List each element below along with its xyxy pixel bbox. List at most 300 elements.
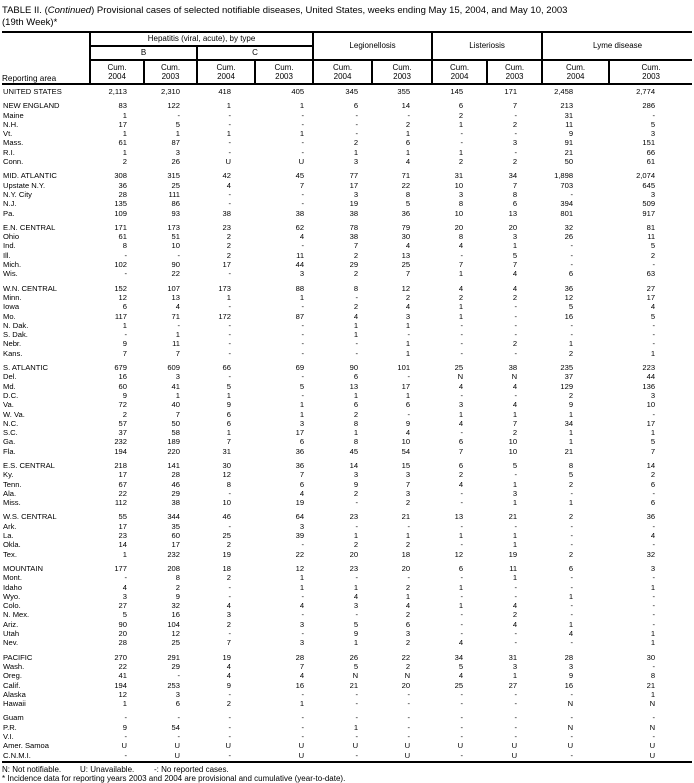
value-cell: 171 [504,87,518,96]
value-cell: 22 [295,549,305,559]
footnote-not-notifiable: N: Not notifiable. [2,764,62,774]
value-cell: - [407,110,411,120]
value-cell: 1 [226,129,231,139]
value-cell: 7 [512,260,518,270]
value-cell: 14 [646,460,656,470]
value-cell: 1 [405,348,411,358]
value-cell: - [460,138,464,148]
table-row [2,209,692,218]
value-cell: 2 [512,119,518,129]
value-cell: 4 [122,582,127,592]
value-cell: 5 [650,437,656,447]
value-cell: 38 [349,232,359,242]
value-cell: 1 [353,330,359,340]
row-area-cell: P.R. [3,722,17,732]
value-cell: - [514,732,518,741]
value-cell: U [225,157,231,167]
value-cell: 31 [508,652,518,662]
value-cell: 1 [299,129,305,139]
value-cell: - [177,110,180,120]
value-cell: 8 [353,283,359,293]
value-cell: 2 [458,157,464,167]
value-cell: 21 [646,680,656,690]
value-cell: 17 [646,418,656,428]
value-cell: 1 [458,582,464,592]
value-cell: - [514,713,518,723]
value-cell: 17 [171,540,180,550]
value-cell: 5 [568,302,574,312]
value-cell: 2 [512,610,518,620]
value-cell: 42 [222,171,231,181]
table-row [2,708,692,722]
value-cell: - [514,689,518,699]
value-cell: 6 [568,269,574,279]
value-cell: 2 [226,241,231,251]
value-cell: 30 [646,652,656,662]
value-cell: - [514,521,518,531]
year-label: 2004 [333,72,352,81]
row-area-cell: Ky. [3,470,14,480]
value-cell: 10 [171,241,180,251]
value-cell: 10 [222,498,231,508]
value-cell: 253 [167,680,180,690]
value-cell: 1 [122,320,127,330]
value-cell: 2,310 [160,87,180,96]
value-cell: 194 [114,680,127,690]
value-cell: 4 [568,629,574,639]
row-area-cell: Del. [3,372,17,382]
value-cell: 26 [171,157,180,167]
value-cell: 2 [405,540,411,550]
value-cell: 4 [458,671,464,681]
row-area-cell: V.I. [3,732,14,741]
value-cell: 1 [175,129,180,139]
table-row [2,629,692,638]
value-cell: 3 [299,418,305,428]
title-suffix: ) Provisional cases of selected notifiable diseases, United States, weeks ending May 15, 2004, and May 10, 2003 [91,5,568,16]
table-row [2,428,692,437]
row-area-cell: MOUNTAIN [3,563,43,573]
value-cell: 11 [296,250,305,260]
value-cell: - [514,591,518,601]
value-cell: 2 [353,302,359,312]
row-area-cell: Wyo. [3,591,21,601]
value-cell: 50 [171,418,180,428]
notifiable-diseases-table [2,31,692,763]
value-cell: 31 [454,171,464,181]
value-cell: 1 [405,129,411,139]
value-cell: 45 [295,171,305,181]
value-cell: 3 [175,147,180,157]
value-cell: 3 [405,629,411,639]
value-cell: N [511,372,518,382]
value-cell: 17 [295,428,305,438]
value-cell: 64 [295,512,305,522]
value-cell: 21 [564,446,574,456]
value-cell: - [124,250,127,260]
value-cell: 9 [122,339,127,349]
table-row [2,498,692,507]
title-continued: Continued [47,5,92,16]
value-cell: 9 [405,418,411,428]
value-cell: - [124,573,127,583]
value-cell: 29 [171,488,180,498]
value-cell: 19 [222,549,231,559]
value-cell: - [177,320,180,330]
value-cell: - [301,689,305,699]
value-cell: 79 [401,222,411,232]
value-cell: 37 [118,428,127,438]
value-cell: - [460,629,464,639]
value-cell: - [355,699,359,709]
column-header-cum-8 [487,60,542,84]
value-cell: 7 [299,470,305,480]
row-area-cell: Ala. [3,488,17,498]
row-area-cell: Ark. [3,521,17,531]
value-cell: 88 [295,283,305,293]
value-cell: 3 [650,189,656,199]
table-row [2,232,692,241]
value-cell: U [487,751,542,762]
value-cell: 2 [512,339,518,349]
value-cell: 4 [353,591,359,601]
value-cell: U [255,751,313,762]
value-cell: - [177,671,180,681]
value-cell: 93 [171,208,180,218]
table-row [2,330,692,339]
value-cell: 171 [114,222,127,232]
value-cell: 45 [349,446,359,456]
year-label: 2003 [393,72,411,81]
value-cell: N [567,722,574,732]
value-cell: 4 [458,241,464,251]
value-cell: 4 [226,671,231,681]
value-cell: - [570,260,574,270]
value-cell: 46 [171,479,180,489]
value-cell: 1 [122,147,127,157]
value-cell: - [652,610,656,620]
value-cell: 44 [295,260,305,270]
value-cell: 4 [512,619,518,629]
value-cell: 3 [458,400,464,410]
value-cell: 21 [508,512,518,522]
value-cell: 6 [458,460,464,470]
value-cell: 1 [512,531,518,541]
table-row [2,610,692,619]
value-cell: 1 [650,689,656,699]
value-cell: - [197,751,255,762]
value-cell: 4 [226,180,231,190]
value-cell: 1 [122,699,127,709]
row-area-cell: PACIFIC [3,652,33,662]
value-cell: 22 [171,269,180,279]
value-cell: - [460,699,464,709]
table-row [2,419,692,428]
row-area-cell: Md. [3,381,16,391]
footnote-unavailable: U: Unavailable. [80,764,135,774]
table-row [2,540,692,549]
value-cell: - [228,713,231,723]
value-cell: 5 [353,661,359,671]
legionellosis-header: Legionellosis [313,32,432,60]
value-cell: 12 [171,629,180,639]
value-cell: - [228,302,231,312]
table-row [2,699,692,708]
value-cell: 1 [405,339,411,349]
value-cell: 3 [650,129,656,139]
value-cell: 78 [349,222,359,232]
value-cell: 135 [114,199,127,209]
value-cell: 1 [353,390,359,400]
year-label: 2003 [642,72,660,81]
value-cell: - [407,722,411,732]
row-area-cell: Ohio [3,232,20,242]
value-cell: U [121,741,127,751]
value-cell: 11 [172,339,180,349]
value-cell: 5 [650,241,656,251]
value-cell: 1 [568,619,574,629]
table-row [2,671,692,680]
value-cell: 7 [512,180,518,190]
value-cell: 7 [226,638,231,648]
value-cell: 36 [295,460,305,470]
value-cell: 32 [564,222,574,232]
value-cell: 90 [118,619,127,629]
value-cell: - [570,689,574,699]
value-cell: - [570,189,574,199]
table-row [2,601,692,610]
row-area-cell: Alaska [3,689,26,699]
table-row [2,620,692,629]
value-cell: U [174,741,180,751]
row-area-cell: R.I. [3,147,15,157]
value-cell: - [460,339,464,349]
row-area-cell: NEW ENGLAND [3,101,60,111]
value-cell: - [570,250,574,260]
value-cell: 6 [299,479,305,489]
footnote-incidence: * Incidence data for reporting years 2003 and 2004 are provisional and cumulative (year-to-date). [2,774,346,783]
value-cell: 2 [405,498,411,508]
value-cell: 10 [401,437,411,447]
table-row [2,456,692,470]
value-cell: - [460,619,464,629]
footnotes [2,765,692,783]
value-cell: 141 [167,460,180,470]
value-cell: - [460,348,464,358]
value-cell: 7 [299,180,305,190]
value-cell: 117 [114,311,127,321]
value-cell: - [570,573,574,583]
value-cell: - [460,428,464,438]
value-cell: 13 [401,250,411,260]
table-row [2,507,692,521]
value-cell: 4 [405,428,411,438]
value-cell: - [301,330,305,340]
table-row [2,437,692,446]
value-cell: 4 [299,671,305,681]
value-cell: 61 [118,138,127,148]
value-cell: 6 [405,400,411,410]
value-cell: 1 [458,409,464,419]
value-cell: U [372,751,432,762]
value-cell: 1 [353,638,359,648]
value-cell: - [407,372,411,382]
value-cell: 1 [353,147,359,157]
value-cell: 6 [122,302,127,312]
value-cell: 1 [405,390,411,400]
value-cell: - [460,610,464,620]
value-cell: 7 [458,446,464,456]
table-row [2,166,692,180]
value-cell: 8 [175,573,180,583]
value-cell: 10 [454,208,464,218]
value-cell: 4 [458,638,464,648]
value-cell: 13 [171,292,180,302]
value-cell: 3 [299,521,305,531]
value-cell: 315 [167,171,180,181]
footnote-no-cases: -: No reported cases. [154,764,229,774]
value-cell: 2 [353,540,359,550]
value-cell: 36 [118,180,127,190]
row-area-cell: Tex. [3,549,17,559]
value-cell: 19 [508,549,518,559]
row-area-cell: Fla. [3,446,16,456]
value-cell: 7 [175,409,180,419]
value-cell: 86 [171,199,180,209]
value-cell: 1 [122,129,127,139]
value-cell: 61 [646,157,656,167]
value-cell: 6 [175,699,180,709]
value-cell: 1 [458,531,464,541]
value-cell: 8 [512,189,518,199]
value-cell: 67 [118,479,127,489]
value-cell: - [407,521,411,531]
value-cell: 4 [650,531,656,541]
value-cell: 17 [646,292,656,302]
value-cell: 2 [458,110,464,120]
value-cell: 6 [405,138,411,148]
value-cell: 4 [458,418,464,428]
value-cell: - [460,330,464,340]
value-cell: 3 [512,232,518,242]
value-cell: - [652,339,656,349]
year-label: 2004 [217,72,235,81]
table-row [2,251,692,260]
value-cell: 6 [299,437,305,447]
table-row [2,241,692,250]
value-cell: - [301,241,305,251]
value-cell: 405 [291,87,305,96]
value-cell: 12 [564,292,574,302]
value-cell: - [228,339,231,349]
value-cell: 25 [454,363,464,373]
value-cell: 27 [118,601,127,611]
cum-label: Cum. [160,62,181,72]
value-cell: - [514,311,518,321]
value-cell: 17 [118,470,127,480]
value-cell: - [460,129,464,139]
value-cell: - [570,713,574,723]
value-cell: 16 [171,610,180,620]
row-area-cell: Mont. [3,573,22,583]
value-cell: 1 [299,582,305,592]
row-area-cell: Calif. [3,680,21,690]
table-row [2,372,692,381]
value-cell: 28 [118,189,127,199]
value-cell: 2 [353,269,359,279]
value-cell: 23 [349,563,359,573]
row-area-cell: Kans. [3,348,23,358]
cum-label: Cum. [566,62,586,72]
value-cell: 6 [405,619,411,629]
value-cell: 46 [222,512,231,522]
value-cell: 2 [175,582,180,592]
value-cell: 16 [564,311,574,321]
year-label: 2004 [450,72,469,81]
row-area-cell: Oreg. [3,671,22,681]
value-cell: - [228,199,231,209]
value-cell: - [652,330,656,340]
value-cell: 173 [218,283,231,293]
value-cell: 5 [650,311,656,321]
value-cell: 232 [114,437,127,447]
value-cell: 270 [114,652,127,662]
value-cell: - [355,339,359,349]
value-cell: 7 [512,418,518,428]
value-cell: 20 [349,549,359,559]
value-cell: 3 [353,189,359,199]
year-label: 2003 [275,72,293,81]
row-area-cell: Utah [3,629,20,639]
table-row [2,648,692,662]
value-cell: - [355,119,359,129]
value-cell: - [124,713,127,723]
value-cell: 2 [226,540,231,550]
value-cell: 4 [353,311,359,321]
value-cell: - [460,521,464,531]
value-cell: 102 [114,260,127,270]
value-cell: 30 [401,232,411,242]
value-cell: 1 [458,119,464,129]
table-row [2,681,692,690]
value-cell: - [652,661,656,671]
value-cell: 6 [226,409,231,419]
hepatitis-group-header: Hepatitis (viral, acute), by type [90,32,313,46]
value-cell: 2 [226,619,231,629]
cum-label: Cum. [216,62,236,72]
value-cell: - [177,250,180,260]
value-cell: 14 [118,540,127,550]
value-cell: 2 [405,119,411,129]
table-row [2,723,692,732]
value-cell: 2 [226,573,231,583]
value-cell: 9 [122,390,127,400]
value-cell: 20 [401,563,411,573]
row-area-cell: La. [3,531,14,541]
value-cell: 27 [508,680,518,690]
value-cell: - [407,699,411,709]
value-cell: 9 [568,129,574,139]
value-cell: 3 [512,661,518,671]
value-cell: 71 [171,311,180,321]
row-area-cell: N.J. [3,199,17,209]
value-cell: 8 [458,232,464,242]
value-cell: 5 [175,119,180,129]
value-cell: 7 [299,661,305,671]
value-cell: - [652,521,656,531]
value-cell: 44 [646,372,656,382]
value-cell: 8 [650,671,656,681]
